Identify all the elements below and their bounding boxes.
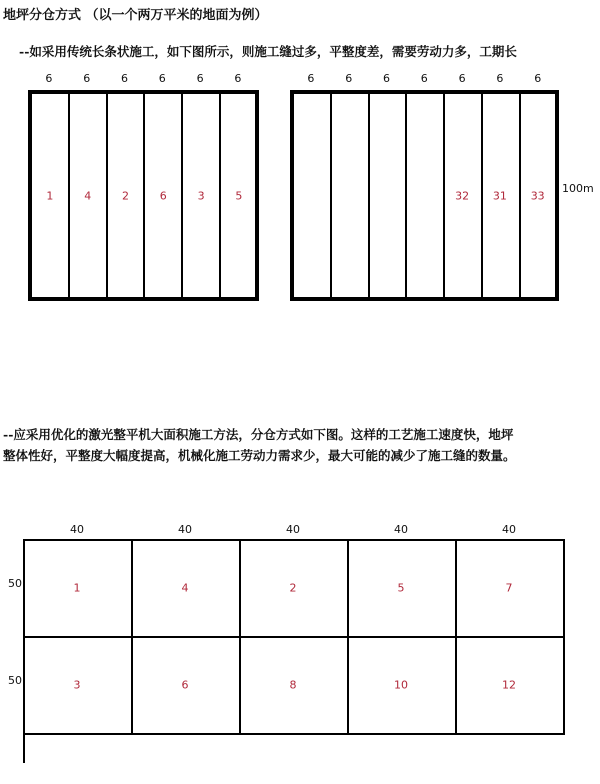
strip-divider (219, 90, 221, 301)
strip-width-label: 6 (158, 72, 166, 85)
strip-width-label: 6 (458, 72, 466, 85)
strip-divider (405, 90, 407, 301)
grid-col-width-label: 40 (502, 523, 516, 536)
strip-number: 32 (455, 189, 470, 203)
strip-number: 3 (197, 189, 205, 203)
strip-divider (143, 90, 145, 301)
grid-col-width-label: 40 (178, 523, 192, 536)
strip-divider (519, 90, 521, 301)
strip-width-label: 6 (345, 72, 353, 85)
strip-divider (330, 90, 332, 301)
grid-col-width-label: 40 (70, 523, 84, 536)
strip-width-label: 6 (45, 72, 53, 85)
strip-width-label: 6 (534, 72, 542, 85)
optimized-text-line2: 整体性好，平整度大幅度提高，机械化施工劳动力需求少，最大可能的减少了施工缝的数量。 (3, 448, 516, 463)
grid-cell-number: 2 (289, 581, 297, 594)
grid-cell-number: 1 (73, 581, 81, 594)
strip-width-label: 6 (234, 72, 242, 85)
grid-row-height-label: 50 (8, 577, 22, 590)
grid-row-height-label: 50 (8, 674, 22, 687)
strip-divider (481, 90, 483, 301)
grid-cell-number: 6 (181, 678, 189, 691)
strip-number: 5 (235, 189, 243, 203)
strip-divider (443, 90, 445, 301)
optimized-text-line1: --应采用优化的激光整平机大面积施工方法，分仓方式如下图。这样的工艺施工速度快，地坪 (3, 427, 514, 442)
strip-number: 4 (84, 189, 92, 203)
strip-number: 33 (530, 189, 545, 203)
page-title: 地坪分仓方式 （以一个两万平米的地面为例） (3, 8, 268, 23)
grid-cell-number: 10 (394, 678, 408, 691)
strip-width-label: 6 (383, 72, 390, 85)
grid-col-width-label: 40 (394, 523, 408, 536)
strip-divider (68, 90, 70, 301)
strip-length-label: 100m (562, 182, 594, 195)
grid-cell-number: 4 (181, 581, 189, 594)
strip-divider (106, 90, 108, 301)
grid-left-extension (23, 733, 25, 763)
strip-width-label: 6 (121, 72, 128, 85)
strip-number: 1 (46, 189, 54, 203)
strip-width-label: 6 (83, 72, 91, 85)
strip-divider (368, 90, 370, 301)
strip-width-label: 6 (420, 72, 428, 85)
intro-line: --如采用传统长条状施工，如下图所示，则施工缝过多，平整度差，需要劳动力多，工期长 (19, 44, 517, 59)
grid-cell-number: 8 (289, 678, 297, 691)
strip-number: 31 (492, 189, 507, 203)
grid-cell-number: 5 (397, 581, 405, 594)
strip-number: 6 (159, 189, 167, 203)
strip-width-label: 6 (196, 72, 204, 85)
grid-cell-number: 12 (502, 678, 516, 691)
strip-number: 2 (122, 189, 129, 203)
strip-width-label: 6 (496, 72, 504, 85)
grid-cell-number: 7 (505, 581, 513, 594)
grid-col-width-label: 40 (286, 523, 300, 536)
grid-cell-number: 3 (73, 678, 81, 691)
strip-divider (181, 90, 183, 301)
strip-width-label: 6 (307, 72, 315, 85)
